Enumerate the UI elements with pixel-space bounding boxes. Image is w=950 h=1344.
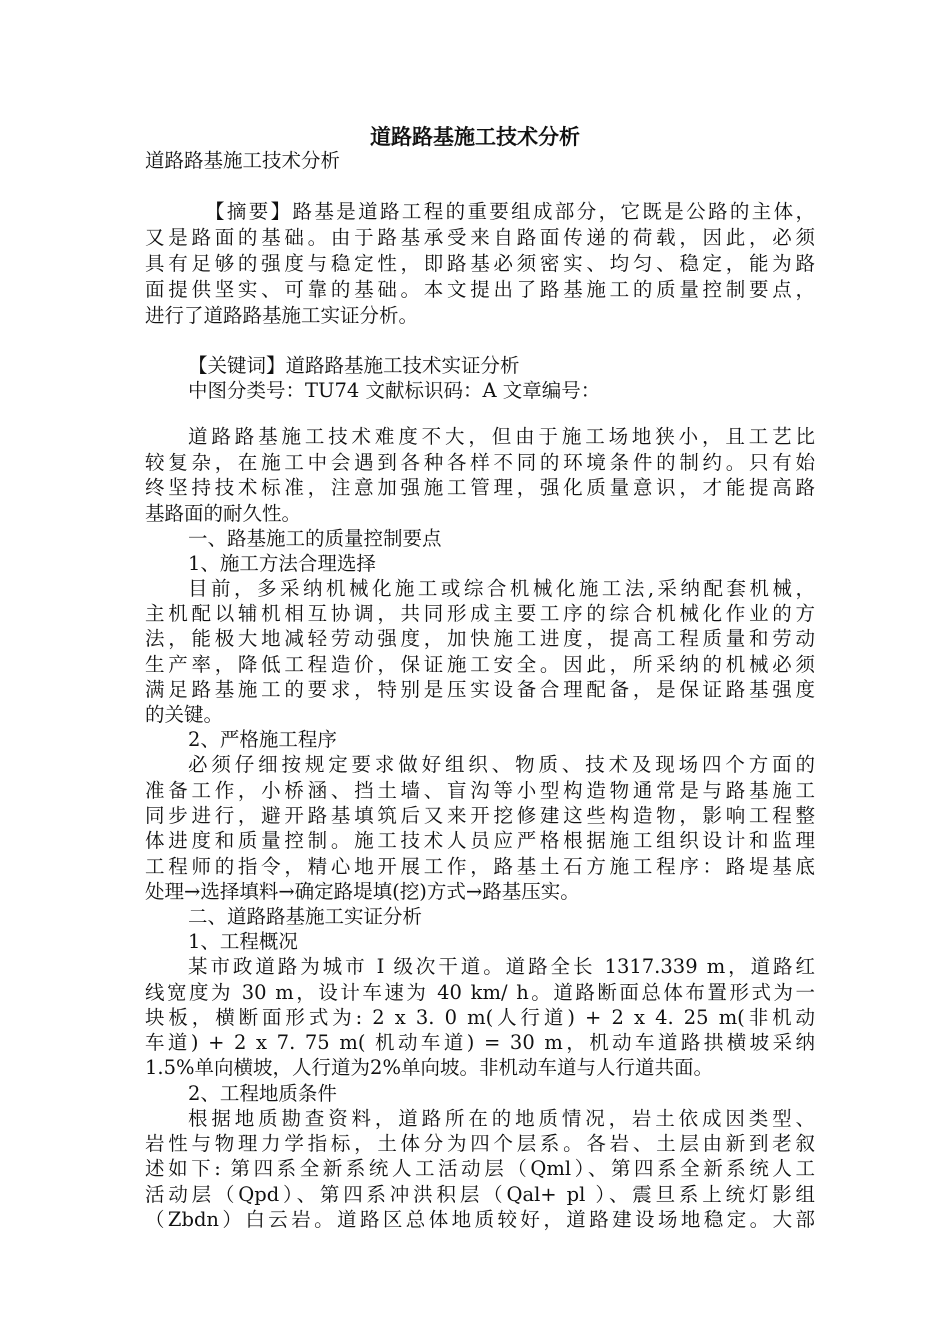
body-line: 某市政道路为城市 I 级次干道。道路全长 1317.339 m，道路红 bbox=[188, 955, 815, 978]
body-line: 车道) + 2 x 7. 75 m( 机动车道) = 30 m，机动车道路拱横坡采纳 bbox=[145, 1031, 815, 1054]
body-line: 的关键。 bbox=[145, 703, 224, 726]
body-line: 主机配以辅机相互协调，共同形成主要工序的综合机械化作业的方 bbox=[145, 602, 815, 625]
body-line: 活动层（Qpd）、第四系冲洪积层（Qal+ pl ）、震旦系上统灯影组 bbox=[145, 1183, 815, 1206]
abstract-line: 具有足够的强度与稳定性，即路基必须密实、均匀、稳定，能为路 bbox=[145, 252, 815, 275]
body-line: 线宽度为 30 m，设计车速为 40 km/ h。道路断面总体布置形式为一 bbox=[145, 981, 815, 1004]
body-line: 目前，多采纳机械化施工或综合机械化施工法,采纳配套机械， bbox=[188, 577, 815, 600]
intro-line: 较复杂，在施工中会遇到各种各样不同的环境条件的制约。只有始 bbox=[145, 451, 815, 474]
document-title: 道路路基施工技术分析 bbox=[370, 124, 580, 149]
body-line: 法，能极大地减轻劳动强度，加快施工进度，提高工程质量和劳动 bbox=[145, 627, 815, 650]
body-line: 工程师的指令，精心地开展工作，路基土石方施工程序：路堤基底 bbox=[145, 855, 815, 878]
body-line: 同步进行，避开路基填筑后又来开挖修建这些构造物，影响工程整 bbox=[145, 804, 815, 827]
intro-line: 终坚持技术标准，注意加强施工管理，强化质量意识，才能提高路 bbox=[145, 476, 815, 499]
classification: 中图分类号：TU74 文献标识码：A 文章编号： bbox=[188, 379, 601, 402]
subsection-heading: 2、严格施工程序 bbox=[188, 728, 337, 751]
intro-line: 基路面的耐久性。 bbox=[145, 502, 302, 525]
subsection-heading: 1、施工方法合理选择 bbox=[188, 552, 376, 575]
body-line: 满足路基施工的要求，特别是压实设备合理配备，是保证路基强度 bbox=[145, 678, 815, 701]
body-line: 块板，横断面形式为: 2 x 3. 0 m(人行道) + 2 x 4. 25 m(非机动 bbox=[145, 1006, 815, 1029]
body-line: 岩性与物理力学指标，土体分为四个层系。各岩、土层由新到老叙 bbox=[145, 1132, 815, 1155]
intro-line: 道路路基施工技术难度不大，但由于施工场地狭小，且工艺比 bbox=[188, 425, 815, 448]
body-line: 述如下: 第四系全新系统人工活动层（Qml）、第四系全新系统人工 bbox=[145, 1157, 815, 1180]
section-heading: 一、路基施工的质量控制要点 bbox=[188, 527, 442, 550]
section-heading: 二、道路路基施工实证分析 bbox=[188, 905, 423, 928]
body-line: 1.5%单向横坡，人行道为2%单向坡。非机动车道与人行道共面。 bbox=[145, 1056, 713, 1079]
abstract-line: 【摘要】路基是道路工程的重要组成部分，它既是公路的主体， bbox=[205, 200, 815, 223]
abstract-line: 面提供坚实、可靠的基础。本文提出了路基施工的质量控制要点， bbox=[145, 278, 815, 301]
subsection-heading: 2、工程地质条件 bbox=[188, 1082, 337, 1105]
body-line: 处理→选择填料→确定路堤填(挖)方式→路基压实。 bbox=[145, 880, 580, 903]
body-line: 准备工作，小桥涵、挡土墙、盲沟等小型构造物通常是与路基施工 bbox=[145, 779, 815, 802]
body-line: 生产率，降低工程造价，保证施工安全。因此，所采纳的机械必须 bbox=[145, 653, 815, 676]
body-line: （Zbdn）白云岩。道路区总体地质较好，道路建设场地稳定。大部 bbox=[145, 1208, 815, 1231]
keywords: 【关键词】道路路基施工技术实证分析 bbox=[188, 354, 520, 377]
abstract-line: 又是路面的基础。由于路基承受来自路面传递的荷载，因此，必须 bbox=[145, 226, 815, 249]
subsection-heading: 1、工程概况 bbox=[188, 930, 298, 953]
body-line: 必须仔细按规定要求做好组织、物质、技术及现场四个方面的 bbox=[188, 753, 815, 776]
body-line: 体进度和质量控制。施工技术人员应严格根据施工组织设计和监理 bbox=[145, 829, 815, 852]
abstract-line: 进行了道路路基施工实证分析。 bbox=[145, 304, 419, 327]
document-subtitle: 道路路基施工技术分析 bbox=[145, 149, 341, 172]
body-line: 根据地质勘查资料，道路所在的地质情况，岩土依成因类型、 bbox=[188, 1107, 815, 1130]
